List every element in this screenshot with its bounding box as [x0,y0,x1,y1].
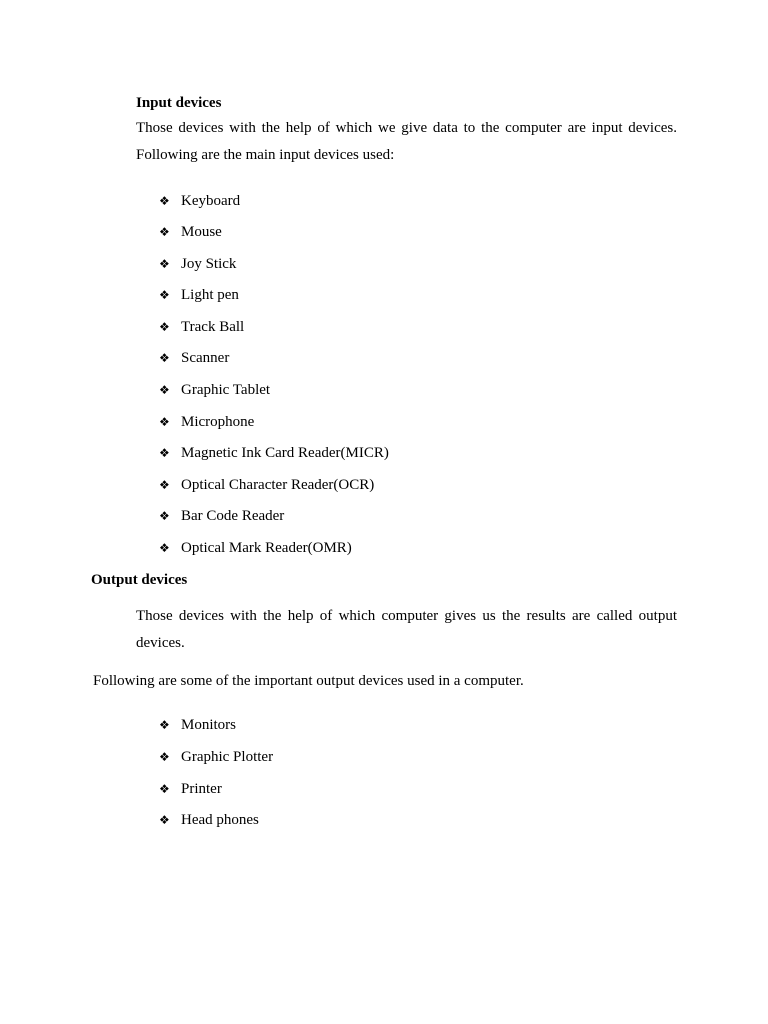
diamond-bullet-icon: ❖ [159,541,170,555]
input-devices-heading: Input devices [136,95,222,111]
input-device-list-item [159,191,240,211]
input-device-item-label: Light pen [181,287,239,303]
input-device-item-label: Track Ball [181,319,245,335]
input-device-item-label: Magnetic Ink Card Reader(MICR) [181,445,389,461]
output-device-item-label: Printer [181,781,222,797]
input-device-list-item [159,348,229,368]
output-devices-heading: Output devices [91,572,188,588]
diamond-bullet-icon: ❖ [159,351,170,365]
input-device-list-item [159,285,239,305]
diamond-bullet-icon: ❖ [159,225,170,239]
output-device-list-item [159,715,236,735]
diamond-bullet-icon: ❖ [159,288,170,302]
input-device-item-label: Bar Code Reader [181,508,285,524]
input-device-list-item [159,380,270,400]
output-device-list-item [159,747,273,767]
output-device-item-label: Graphic Plotter [181,749,274,765]
input-devices-intro: Those devices with the help of which we give data to the computer are input devices. Following are the main input devices used: [136,120,677,163]
input-device-item-label: Graphic Tablet [181,382,271,398]
input-device-list-item [159,412,254,432]
output-device-item-label: Monitors [181,717,237,733]
input-device-item-label: Mouse [181,224,222,240]
diamond-bullet-icon: ❖ [159,509,170,523]
diamond-bullet-icon: ❖ [159,415,170,429]
output-device-list-item [159,779,222,799]
input-device-item-label: Keyboard [181,193,241,209]
input-device-list-item [159,222,222,242]
input-device-list-item [159,443,389,463]
diamond-bullet-icon: ❖ [159,478,170,492]
input-device-list-item [159,506,284,526]
output-device-list-item [159,810,259,830]
diamond-bullet-icon: ❖ [159,320,170,334]
input-device-item-label: Optical Mark Reader(OMR) [181,540,352,556]
input-device-item-label: Scanner [181,350,230,366]
input-device-item-label: Microphone [181,414,255,430]
diamond-bullet-icon: ❖ [159,257,170,271]
output-device-item-label: Head phones [181,812,259,828]
input-device-item-label: Optical Character Reader(OCR) [181,477,375,493]
diamond-bullet-icon: ❖ [159,718,170,732]
diamond-bullet-icon: ❖ [159,446,170,460]
input-device-item-label: Joy Stick [181,256,237,272]
diamond-bullet-icon: ❖ [159,194,170,208]
input-device-list-item [159,317,244,337]
input-device-list-item [159,475,374,495]
diamond-bullet-icon: ❖ [159,782,170,796]
diamond-bullet-icon: ❖ [159,383,170,397]
output-devices-intro: Those devices with the help of which computer gives us the results are called output devices. [136,608,677,651]
input-device-list-item [159,254,236,274]
diamond-bullet-icon: ❖ [159,750,170,764]
diamond-bullet-icon: ❖ [159,813,170,827]
output-devices-followup: Following are some of the important output devices used in a computer. [93,673,524,689]
input-device-list-item [159,538,352,558]
